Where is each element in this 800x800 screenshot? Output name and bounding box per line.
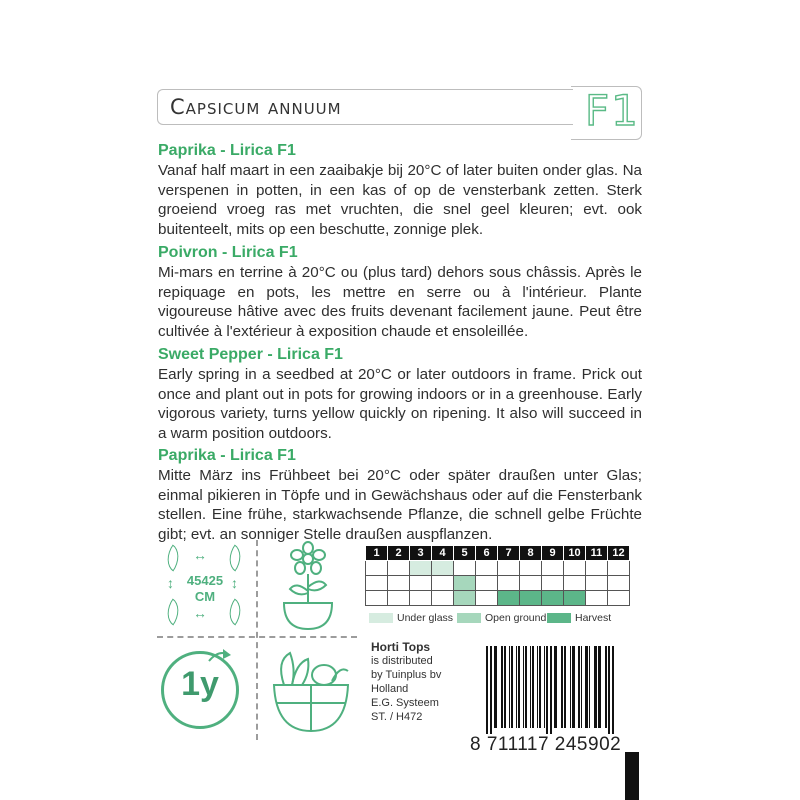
- calendar-cell: [366, 576, 388, 591]
- section-title: Poivron - Lirica F1: [158, 244, 298, 261]
- section-french: [158, 243, 642, 341]
- calendar-cell: [586, 576, 608, 591]
- calendar-cell: [498, 561, 520, 576]
- month-header: 6: [476, 546, 498, 561]
- month-header: 12: [608, 546, 630, 561]
- month-header: 8: [520, 546, 542, 561]
- calendar-cell: [410, 576, 432, 591]
- legend-label: Under glass: [397, 612, 454, 624]
- calendar-cell: [564, 591, 586, 606]
- calendar-header-row: [366, 546, 630, 561]
- calendar-cell: [542, 576, 564, 591]
- arrow-horizontal-icon: ↔: [193, 547, 207, 563]
- section-german: [158, 446, 642, 544]
- section-dutch: [158, 141, 642, 239]
- calendar-cell: [410, 561, 432, 576]
- barcode-guard-bar: [608, 646, 610, 734]
- barcode-bar: [578, 646, 580, 728]
- calendar-cell: [410, 591, 432, 606]
- spacing-value: 45425: [186, 573, 224, 588]
- barcode-bar: [537, 646, 538, 728]
- month-header: 1: [366, 546, 388, 561]
- barcode-bar: [523, 646, 524, 728]
- calendar-cell: [388, 561, 410, 576]
- month-header: 5: [454, 546, 476, 561]
- calendar-cell: [608, 591, 630, 606]
- distributor-line: by Tuinplus bv: [371, 669, 442, 681]
- barcode-digits: 8 711117 245902: [470, 734, 622, 755]
- species-title: Capsicum annuum: [170, 95, 342, 119]
- month-header: 3: [410, 546, 432, 561]
- month-header: 4: [432, 546, 454, 561]
- section-english: [158, 345, 642, 443]
- calendar-cell: [476, 576, 498, 591]
- barcode-bar: [525, 646, 527, 728]
- legend-swatch-under-glass: [369, 613, 393, 623]
- legend-label: Open ground: [485, 612, 547, 624]
- arrow-vertical-icon: ↕: [167, 575, 174, 591]
- month-header: 11: [586, 546, 608, 561]
- barcode-bar: [539, 646, 541, 728]
- barcode-bar: [544, 646, 545, 728]
- distributor-info: [371, 640, 481, 724]
- calendar-cell: [542, 591, 564, 606]
- barcode-guard-bar: [546, 646, 548, 734]
- calendar-cell: [476, 591, 498, 606]
- calendar-row: [366, 561, 630, 576]
- month-header: 10: [564, 546, 586, 561]
- barcode-bar: [518, 646, 520, 728]
- spacing-label: [175, 573, 235, 605]
- leaf-icon: [222, 544, 248, 571]
- legend-label: Harvest: [575, 612, 612, 624]
- f1-badge: F1: [585, 86, 640, 135]
- calendar-cell: [476, 561, 498, 576]
- distributor-line: E.G. Systeem: [371, 697, 439, 709]
- barcode-bar: [570, 646, 571, 728]
- barcode-bar: [494, 646, 497, 728]
- barcode-bar: [589, 646, 590, 728]
- barcode-bar: [598, 646, 601, 728]
- barcode-bar: [585, 646, 588, 728]
- arrow-horizontal-icon: ↔: [193, 605, 207, 621]
- calendar-cell: [586, 591, 608, 606]
- barcode-bar: [605, 646, 607, 728]
- calendar-cell: [388, 576, 410, 591]
- lifecycle-label: 1y: [181, 665, 219, 703]
- barcode-bar: [501, 646, 503, 728]
- calendar-table: [365, 545, 630, 606]
- calendar-cell: [608, 561, 630, 576]
- calendar-row: [366, 591, 630, 606]
- calendar-cell: [586, 561, 608, 576]
- barcode-bar: [516, 646, 517, 728]
- barcode-bar: [572, 646, 575, 728]
- barcode-bar: [561, 646, 563, 728]
- calendar-cell: [454, 561, 476, 576]
- distributor-line: is distributed: [371, 655, 433, 667]
- legend-swatch-open-ground: [457, 613, 481, 623]
- icon-divider-horizontal: [157, 636, 357, 638]
- section-body: Mitte März ins Frühbeet bei 20°C oder später draußen unter Glas; einmal pikieren in Töpfe und in Gewächshaus oder auf die Fensterbank stellen. Eine frühe, starkwachsende Pflanze, die schnell gelbe Früchte gibt; evt. an sonniger Stelle draußen auspflanzen.: [158, 467, 642, 543]
- calendar-cell: [608, 576, 630, 591]
- month-header: 2: [388, 546, 410, 561]
- barcode-guard-bar: [490, 646, 492, 734]
- spacing-icon: [157, 541, 252, 633]
- section-body: Early spring in a seedbed at 20°C or later outdoors in frame. Prick out once and plant out in pots for growing indoors or in a greenhouse. Early vigorous variety, turns yellow quickly on ripening. It also will succeed in a warm position outdoors.: [158, 366, 642, 442]
- calendar-cell: [498, 576, 520, 591]
- calendar-cell: [520, 561, 542, 576]
- month-header: 7: [498, 546, 520, 561]
- barcode-bar: [509, 646, 510, 728]
- month-header: 9: [542, 546, 564, 561]
- brand-name: Horti Tops: [371, 640, 431, 654]
- barcode-guard-bar: [486, 646, 488, 734]
- section-title: Paprika - Lirica F1: [158, 142, 296, 159]
- icon-divider-vertical: [256, 540, 258, 740]
- barcode-bar: [594, 646, 597, 728]
- section-body: Vanaf half maart in een zaaibakje bij 20°C of later buiten onder glas. Na verspenen in potten, in een kas of op de vensterbank zetten. Sterk groeiend vroeg ras met vruchten, die snel geel kleuren; evt. ook buitenteelt, mits op een beschutte, zonnige plek.: [158, 162, 642, 238]
- distributor-line: ST. / H472: [371, 711, 423, 723]
- barcode-bar: [581, 646, 582, 728]
- section-title: Sweet Pepper - Lirica F1: [158, 346, 343, 363]
- barcode-bar: [564, 646, 566, 728]
- calendar-cell: [542, 561, 564, 576]
- potted-plant-icon: [268, 541, 353, 633]
- barcode-bar: [511, 646, 513, 728]
- harvest-basket-icon: [266, 645, 356, 737]
- calendar-cell: [388, 591, 410, 606]
- calendar-cell: [564, 576, 586, 591]
- calendar-cell: [366, 561, 388, 576]
- barcode-guard-bar: [550, 646, 552, 734]
- barcode-bar: [504, 646, 506, 728]
- barcode-bar: [554, 646, 557, 728]
- calendar-cell: [432, 561, 454, 576]
- sowing-calendar: [365, 545, 630, 606]
- leaf-icon: [160, 544, 186, 571]
- barcode-bar: [530, 646, 531, 728]
- calendar-cell: [454, 576, 476, 591]
- arrow-vertical-icon: ↕: [231, 575, 238, 591]
- section-title: Paprika - Lirica F1: [158, 447, 296, 464]
- calendar-cell: [498, 591, 520, 606]
- calendar-cell: [432, 576, 454, 591]
- legend-swatch-harvest: [547, 613, 571, 623]
- calendar-row: [366, 576, 630, 591]
- calendar-cell: [454, 591, 476, 606]
- barcode-bar: [532, 646, 534, 728]
- barcode: [478, 646, 638, 734]
- cycle-arrow-icon: [205, 645, 235, 665]
- calendar-cell: [520, 576, 542, 591]
- calendar-cell: [564, 561, 586, 576]
- edge-marker: [625, 752, 639, 800]
- section-body: Mi-mars en terrine à 20°C ou (plus tard) dehors sous châssis. Après le repiquage en pots, les mettre en serre ou à l'intérieur. Plante vigoureuse hâtive avec des fruits devenant facilement jaune. Peut être cultivée à l'extérieur à exposition chaude et ensoleillée.: [158, 264, 642, 340]
- barcode-guard-bar: [612, 646, 614, 734]
- calendar-legend: [365, 610, 640, 628]
- calendar-cell: [520, 591, 542, 606]
- calendar-cell: [366, 591, 388, 606]
- distributor-line: Holland: [371, 683, 409, 695]
- calendar-cell: [432, 591, 454, 606]
- spacing-unit: CM: [194, 589, 216, 604]
